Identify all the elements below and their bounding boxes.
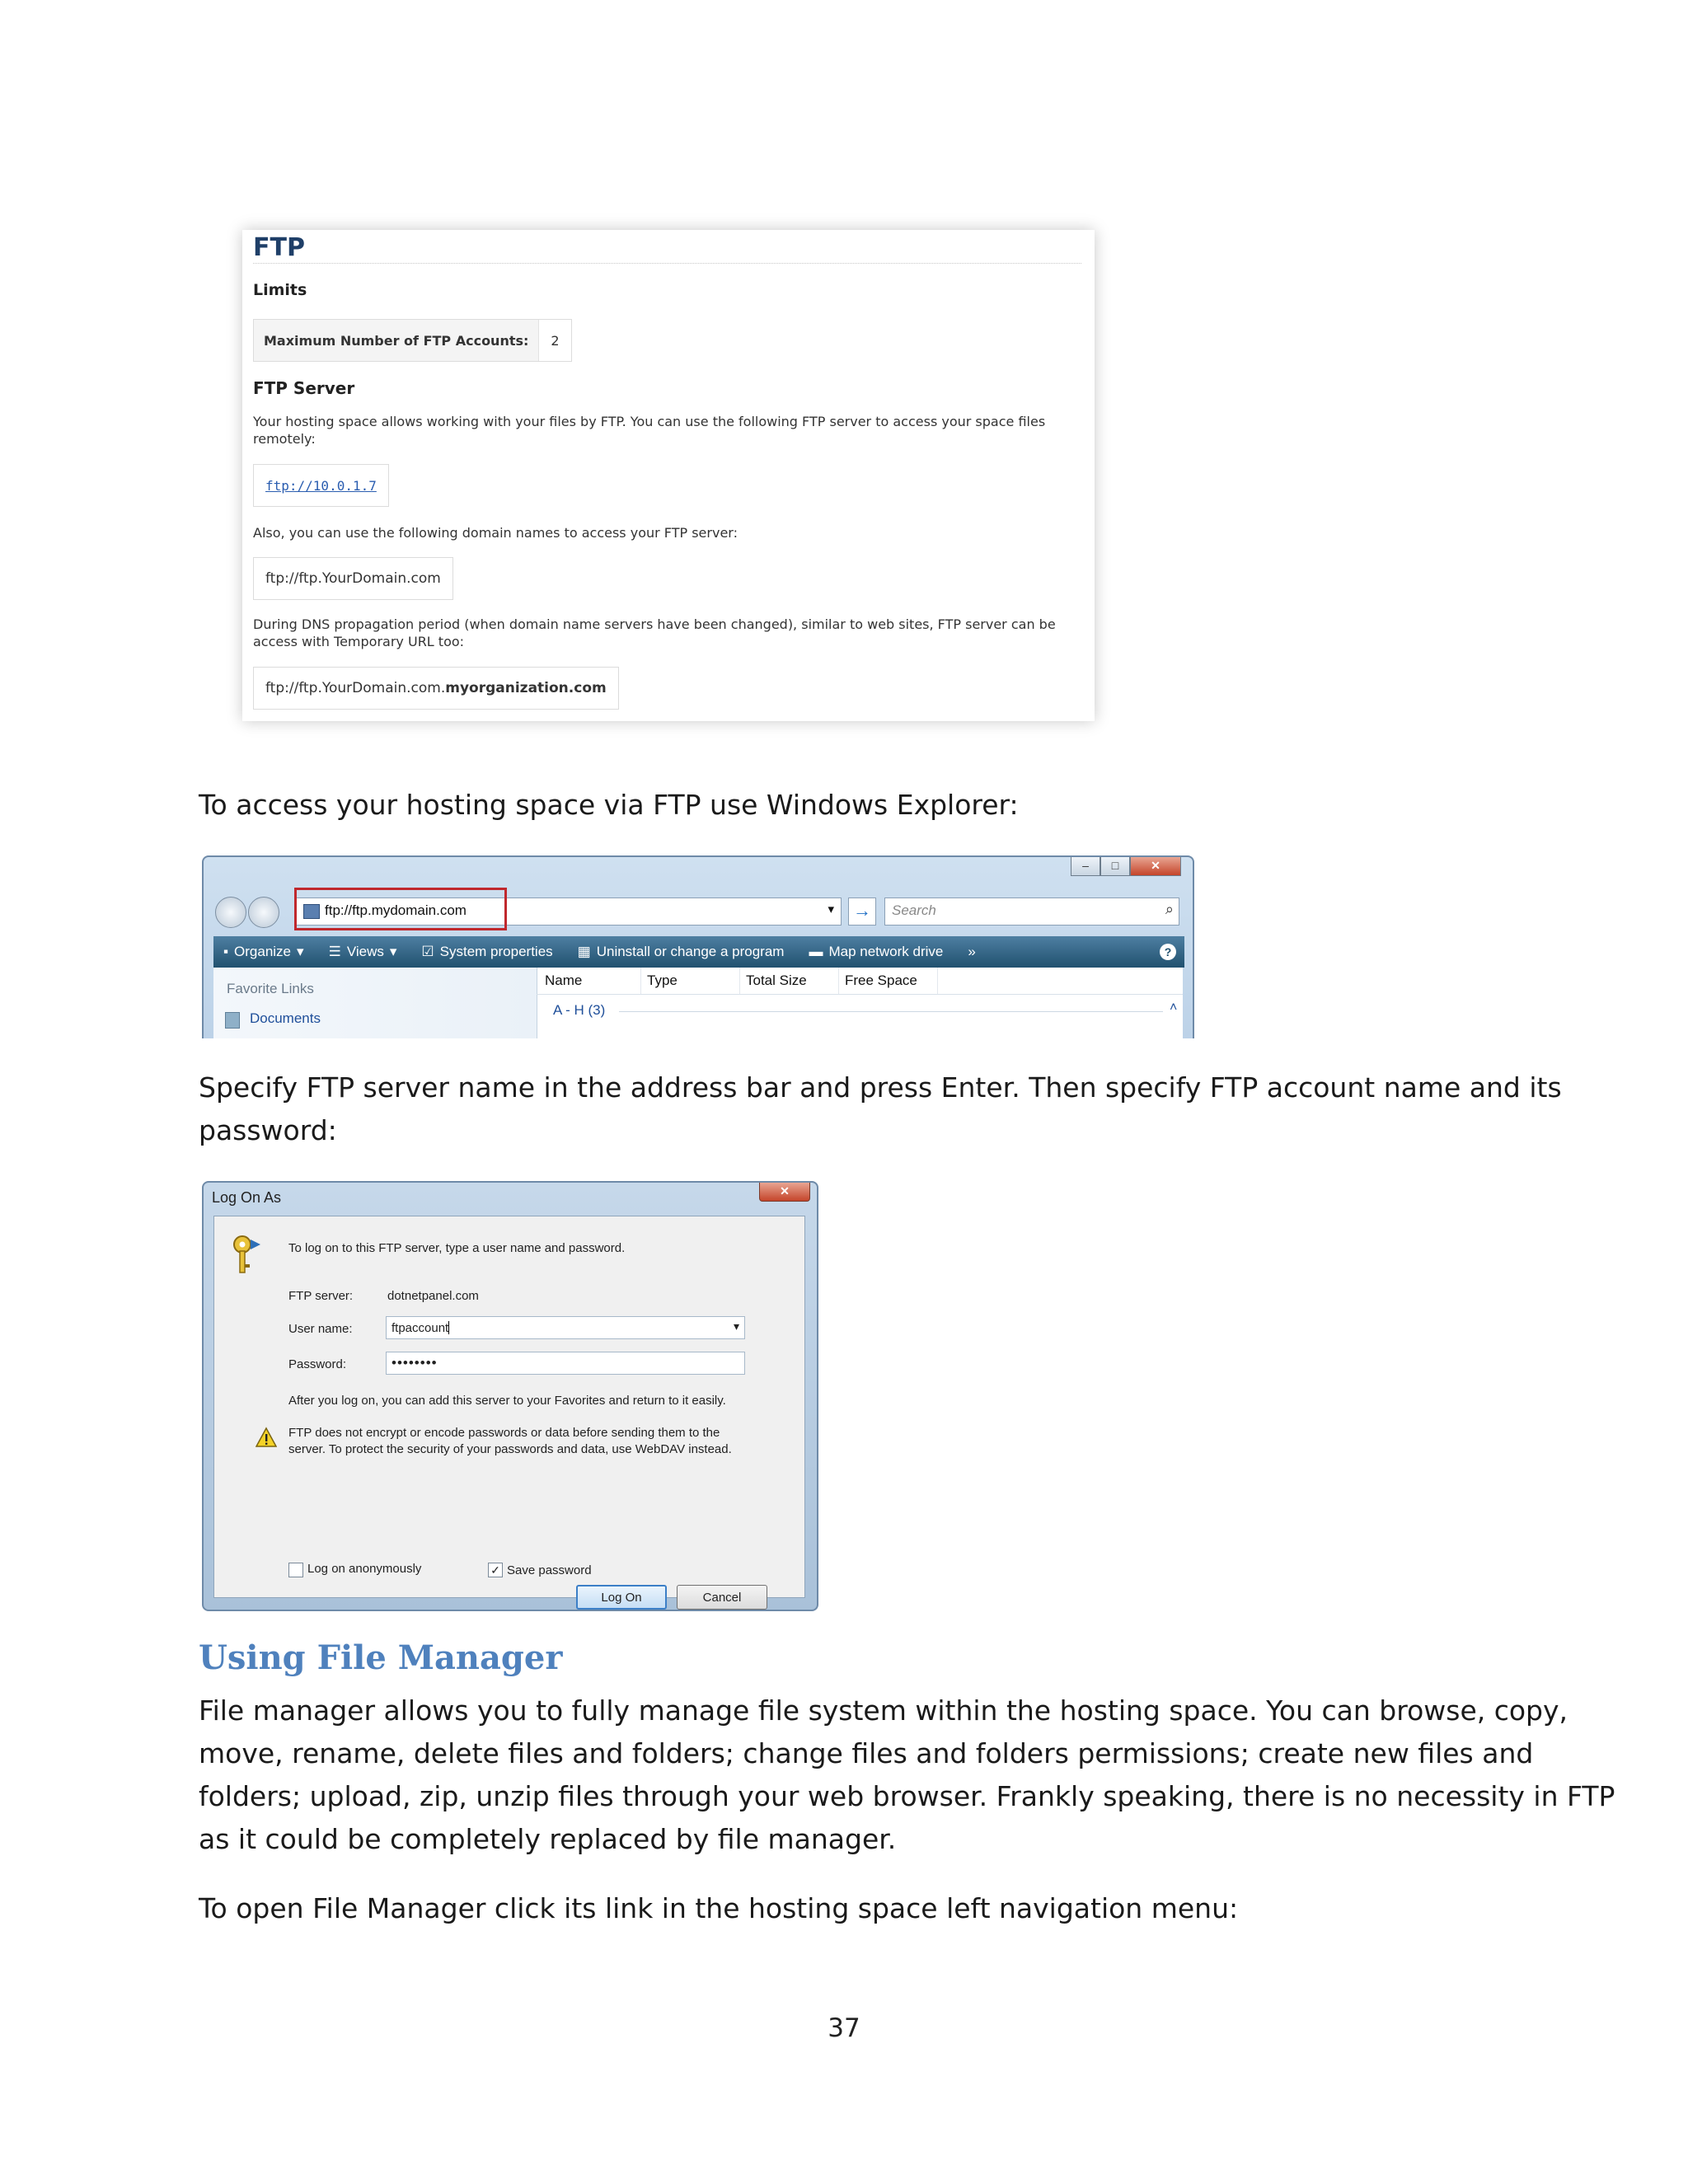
paragraph-open-file-manager: To open File Manager click its link in the hosting space left navigation menu: xyxy=(199,1892,1239,1924)
minimize-icon[interactable]: – xyxy=(1071,857,1100,876)
navigation-pane xyxy=(213,968,537,1038)
dropdown-arrow-icon[interactable]: ▾ xyxy=(828,902,834,916)
uninstall-label: Uninstall or change a program xyxy=(596,944,785,959)
map-network-drive-button[interactable] xyxy=(809,944,943,960)
text-caret xyxy=(448,1321,449,1334)
warning-icon xyxy=(256,1427,277,1448)
documents-icon xyxy=(225,1012,240,1029)
close-icon[interactable]: ✕ xyxy=(759,1183,810,1202)
address-highlight xyxy=(294,888,507,930)
user-name-value: ftpaccount xyxy=(392,1320,449,1335)
user-name-input[interactable] xyxy=(386,1316,745,1339)
map-network-drive-label: Map network drive xyxy=(828,944,944,959)
title-divider xyxy=(253,263,1081,264)
ftp-server-value: dotnetpanel.com xyxy=(387,1289,479,1303)
ftp-server-label: FTP server: xyxy=(288,1289,354,1303)
after-logon-text: After you log on, you can add this server to your Favorites and return to it easily. xyxy=(288,1394,726,1408)
password-input[interactable] xyxy=(386,1352,745,1375)
windows-explorer-window xyxy=(202,855,1194,1038)
ftp-intro-text: Your hosting space allows working with your files by FTP. You can use the following FTP server to access your space files remotely: xyxy=(253,414,1046,447)
chevron-down-icon: ▾ xyxy=(389,944,397,959)
organize-label: Organize xyxy=(234,944,292,959)
network-drive-icon: ▬ xyxy=(809,944,823,959)
collapse-icon[interactable]: ˄ xyxy=(1170,1001,1178,1015)
views-icon: ☰ xyxy=(328,944,341,959)
go-arrow-icon[interactable]: → xyxy=(848,898,876,926)
domain-url: ftp://ftp.YourDomain.com xyxy=(265,570,441,587)
organize-icon: ▪ xyxy=(223,944,229,959)
logon-button[interactable]: Log On xyxy=(576,1585,667,1610)
paragraph-file-manager-line2: move, rename, delete files and folders; change files and folders permissions; create new files and xyxy=(199,1737,1534,1769)
paragraph-file-manager-line3: folders; upload, zip, unzip files through your web browser. Frankly speaking, there is no necessity in FTP xyxy=(199,1780,1615,1812)
password-value: •••••••• xyxy=(392,1355,438,1371)
ftp-server-heading: FTP Server xyxy=(253,378,355,398)
views-button[interactable] xyxy=(329,944,397,960)
group-divider xyxy=(619,1011,1163,1012)
user-name-label: User name: xyxy=(288,1322,353,1336)
checkbox-icon: ☑ xyxy=(421,944,434,959)
page-number: 37 xyxy=(828,2013,860,2043)
warning-line-2: server. To protect the security of your passwords and data, use WebDAV instead. xyxy=(288,1442,732,1456)
search-input[interactable] xyxy=(884,898,1179,926)
search-placeholder: Search xyxy=(892,902,936,918)
limits-heading: Limits xyxy=(253,281,307,299)
programs-icon: ▦ xyxy=(577,944,591,959)
uninstall-button[interactable] xyxy=(578,944,785,960)
help-icon[interactable]: ? xyxy=(1160,944,1176,960)
search-icon[interactable]: ⌕ xyxy=(1165,901,1174,917)
maximize-icon[interactable]: □ xyxy=(1100,857,1130,876)
dns-propagation-text: During DNS propagation period (when domain name servers have been changed), similar to web sites, FTP server can be access with Temporary URL too: xyxy=(253,616,1056,649)
ftp-title: FTP xyxy=(253,233,305,262)
temp-url-domain: myorganization.com xyxy=(445,680,607,696)
ftp-server-link[interactable]: ftp://10.0.1.7 xyxy=(265,477,377,494)
paragraph-access-ftp: To access your hosting space via FTP use Windows Explorer: xyxy=(199,789,1019,821)
system-properties-label: System properties xyxy=(439,944,553,959)
column-free-space[interactable]: Free Space xyxy=(845,972,917,988)
back-icon[interactable] xyxy=(215,897,246,928)
ftp-server-box xyxy=(253,464,389,507)
key-icon xyxy=(231,1233,256,1274)
group-header[interactable]: A - H (3) xyxy=(553,1002,606,1018)
views-label: Views xyxy=(346,944,384,959)
organize-button[interactable] xyxy=(223,944,304,960)
temp-url-prefix: ftp://ftp.YourDomain.com. xyxy=(265,680,446,696)
paragraph-file-manager-line4: as it could be completely replaced by file manager. xyxy=(199,1823,897,1855)
domain-url-box xyxy=(253,557,453,600)
save-password-checkbox[interactable]: ✓ xyxy=(488,1563,503,1577)
save-password-label: Save password xyxy=(507,1563,592,1577)
address-text: ftp://ftp.mydomain.com xyxy=(325,902,467,918)
explorer-toolbar xyxy=(213,936,1184,968)
column-total-size[interactable]: Total Size xyxy=(746,972,807,988)
dialog-body xyxy=(213,1216,805,1605)
dropdown-arrow-icon[interactable]: ▾ xyxy=(733,1319,739,1333)
max-accounts-value: 2 xyxy=(551,332,560,349)
chevron-down-icon: ▾ xyxy=(297,944,304,959)
paragraph-specify-line1: Specify FTP server name in the address bar and press Enter. Then specify FTP account name and its xyxy=(199,1071,1562,1104)
max-accounts-label: Maximum Number of FTP Accounts: xyxy=(254,320,539,361)
cancel-button[interactable]: Cancel xyxy=(677,1585,767,1610)
logon-instruction: To log on to this FTP server, type a user name and password. xyxy=(288,1241,626,1255)
explorer-content xyxy=(213,968,1183,1038)
column-type[interactable]: Type xyxy=(647,972,678,988)
ftp-settings-panel xyxy=(242,230,1095,721)
anonymous-label: Log on anonymously xyxy=(307,1562,422,1576)
anonymous-checkbox[interactable] xyxy=(288,1563,303,1577)
dialog-title: Log On As xyxy=(212,1189,282,1206)
section-heading: Using File Manager xyxy=(199,1638,563,1677)
column-headers xyxy=(537,968,1183,995)
more-button[interactable]: » xyxy=(968,944,976,959)
paragraph-file-manager-line1: File manager allows you to fully manage file system within the hosting space. You can browse, copy, xyxy=(199,1694,1568,1727)
documents-link[interactable]: Documents xyxy=(250,1010,321,1026)
favorite-links-heading: Favorite Links xyxy=(227,981,314,996)
column-name[interactable]: Name xyxy=(545,972,583,988)
domain-names-text: Also, you can use the following domain names to access your FTP server: xyxy=(253,525,738,541)
paragraph-specify-line2: password: xyxy=(199,1114,337,1146)
temp-url-box xyxy=(253,667,619,710)
system-properties-button[interactable] xyxy=(421,944,552,960)
forward-icon[interactable] xyxy=(248,897,279,928)
password-label: Password: xyxy=(288,1357,347,1371)
warning-line-1: FTP does not encrypt or encode passwords or data before sending them to the xyxy=(288,1426,720,1440)
max-accounts-row xyxy=(253,319,572,362)
logon-dialog xyxy=(202,1181,818,1611)
close-icon[interactable]: ✕ xyxy=(1130,857,1181,876)
